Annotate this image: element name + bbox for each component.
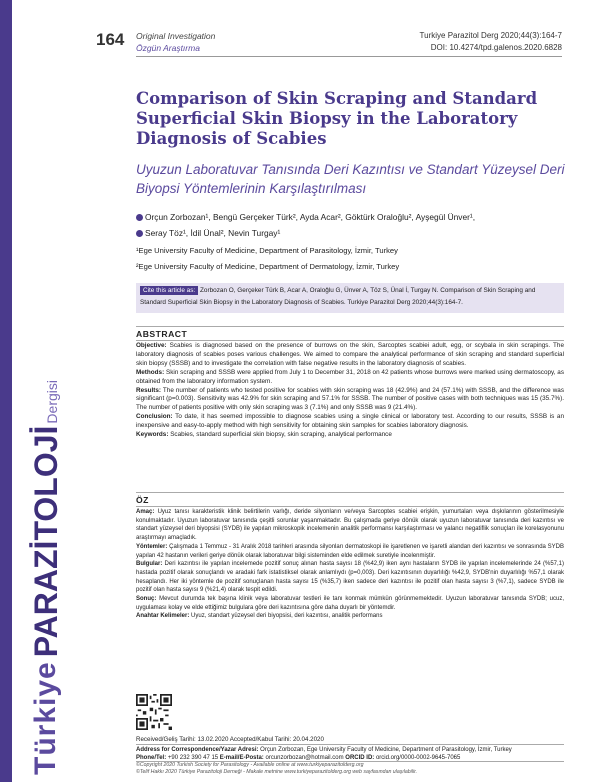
abstract-results: Results: The number of patients who tested positive for scabies with skin scraping was 18 (42.9%) and 24 (57.1%) with SSSB, and the difference was significant (p=0.003). Sensitivity was 42.9% for skin scraping and 57.1% for SSSB. The number of positive cases with both techniques was 15 (35.7%). The number of patients positive with only skin scraping was 3 (7.1%) and only SSSB was 9 (21.4%).: [136, 386, 564, 412]
oz-anahtar: Anahtar Kelimeler: Uyuz, standart yüzeysel deri biyopsisi, deri kazıntısı, analitik performans: [136, 613, 383, 620]
abstract-body: [136, 342, 564, 440]
oz-heading-rule: [136, 506, 564, 507]
orcid-icon[interactable]: [136, 214, 143, 221]
address-line: Address for Correspondence/Yazar Adresi: Orçun Zorbozan, Ege University Faculty of Medicine, Department of Parasitology, İzmir, Turkey: [136, 747, 512, 753]
article-title-en: Comparison of Skin Scraping and Standard Superficial Skin Biopsy in the Laboratory Diagnosis of Scabies: [136, 89, 538, 148]
oz-bulgular: Bulgular: Deri kazıntısı ile yapılan incelemede pozitif sonuç alınan hasta sayısı 18 (%42,9) iken aynı hastaların SYDB ile yapılan incelemelerinde 24 (%57,1) hastada pozitif olarak sonuçlandı ve aradaki fark istatistiksel olarak anlamlıydı (p=0,003). Deri kazıntısının duyarlılığı %42,9, SYDB'nin duyarlılığı %57,1 olarak hesaplandı. Her iki yöntemle de pozitif sonuçlanan hasta sayısı 15 (%35,7) iken sadece deri kazıntısı ile pozitif olan hasta sayısı 3 (%7,1), sadece SYDB ile pozitif olan hasta sayısı 9 (%21,4) olarak tespit edildi.: [136, 561, 564, 594]
contact-line: Phone/Tel: +90 232 390 47 15 E-mail/E-Posta: orcunzorbozan@hotmail.com ORCID ID: orcid.org/0000-0002-9645-7065: [136, 755, 461, 761]
authors-text-2: Seray Töz¹, İdil Ünal², Nevin Turgay¹: [145, 228, 281, 238]
author-line-1: [136, 209, 566, 225]
affiliation-1: ¹Ege University Faculty of Medicine, Department of Parasitology, İzmir, Turkey: [136, 246, 398, 255]
oz-sonuc: Sonuç: Mevcut durumda tek başına klinik veya laboratuvar testleri ile tanı konmak mümkün görünmemektedir. Uyuzun laboratuvar tanısında SYDB; ucuz, uygulaması kolay ve elde ettiğimiz bulgulara göre deri kazıntısına göre daha duyarlı bir yöntemdir.: [136, 596, 564, 611]
article-type: [136, 30, 215, 54]
cite-label: Cite this article as:: [140, 286, 198, 295]
abstract-keywords: Keywords: Scabies, standard superficial skin biopsy, skin scraping, analytical performance: [136, 431, 392, 439]
oz-heading: ÖZ: [136, 495, 149, 505]
doi-link[interactable]: DOI: 10.4274/tpd.galenos.2020.6828: [430, 43, 562, 52]
article-title-tr: Uyuzun Laboratuvar Tanısında Deri Kazıntısı ve Standart Yüzeysel Deri Biyopsi Yöntemlerinin Karşılaştırılması: [136, 162, 565, 196]
spine-word-turkiye: Türkiye: [29, 661, 62, 775]
oz-body: [136, 508, 564, 621]
copyright-en: ©Copyright 2020 Turkish Society for Parasitology - Available online at www.turkiyeparazitolderg.org: [136, 762, 364, 768]
oz-top-rule: [136, 492, 564, 493]
author-line-2: [136, 225, 566, 241]
received-accepted-dates: Received/Geliş Tarihi: 13.02.2020 Accepted/Kabul Tarihi: 20.04.2020: [136, 736, 324, 743]
abstract-methods: Methods: Skin scraping and SSSB were applied from July 1 to December 31, 2018 on 42 patients whose burrows were marked using dermatoscopy, as obtained from the laboratory information system.: [136, 368, 564, 385]
cite-box: [136, 283, 564, 313]
journal-citation: Turkiye Parazitol Derg 2020;44(3):164-7: [419, 31, 562, 40]
abstract-heading-rule: [136, 340, 564, 341]
abstract-heading: ABSTRACT: [136, 329, 188, 339]
author-list: [136, 209, 566, 241]
qr-code: [136, 694, 172, 730]
oz-amac: Amaç: Uyuz tanısı karakteristik klinik belirtilerin varlığı, deride silyonların ve/veya Sarcoptes scabiei erişkin, yumurtaları veya dışkılarının gösterilmesiyle konulmaktadır. Uyuzun laboratuvar tanısında çeşitli sorunlar yaşanmaktadır. Bu çalışmada geriye dönük olarak uyuzun laboratuvar tanısında deri kazıntısı ve standart yüzeysel deri biyopsisi (SYDB) ile yapılan mikroskopik incelemenin analitik performansı karşılaştırması ve yalancı negatiflik sonuçları ile korelasyonunu araştırmayı amaçladık.: [136, 509, 564, 542]
spine-word-dergisi: Dergisi: [44, 379, 60, 424]
cite-text: Zorbozan O, Gerçeker Türk B, Acar A, Oraloğlu G, Ünver A, Töz S, Ünal İ, Turgay N. Comparison of Skin Scraping and Standard Superficial Skin Biopsy in the Laboratory Diagnosis of Scabies. Turkiye Parazitol Derg 2020;44(3):164-7.: [140, 287, 536, 306]
copyright-notice: [136, 762, 564, 776]
abstract-top-rule: [136, 326, 564, 327]
correspondence-address: [136, 746, 564, 762]
journal-logo: [14, 379, 78, 775]
journal-spine: [0, 0, 78, 782]
address-rule: [136, 744, 564, 745]
email-link[interactable]: orcunzorbozan@hotmail.com: [263, 755, 346, 761]
affiliation-2: ²Ege University Faculty of Medicine, Department of Dermatology, İzmir, Turkey: [136, 262, 400, 271]
abstract-conclusion: Conclusion: To date, it has seemed impossible to diagnose scabies using a single clinical or laboratory test. According to our results, SSSB is an inexpensive and easy-to-apply method with high sensitivity for obtaining skin samples for scabies laboratory diagnosis.: [136, 413, 564, 430]
orcid-icon[interactable]: [136, 230, 143, 237]
journal-reference: [420, 30, 562, 54]
article-type-en: Original Investigation: [136, 31, 216, 41]
header-divider: [136, 56, 562, 57]
authors-text-1: Orçun Zorbozan¹, Bengü Gerçeker Türk², Ayda Acar², Göktürk Oraloğlu², Ayşegül Ünver¹,: [145, 212, 476, 222]
oz-yontemler: Yöntemler: Çalışmada 1 Temmuz - 31 Aralık 2018 tarihleri arasında silyonları dermatoskopi ile işaretlenen ve işaretli alandan deri kazıntısı ve sonrasında SYDB yapılan 42 hastanın verileri geriye dönük olarak laboratuvar bilgi sisteminden elde edilmek suretiyle incelenmiştir.: [136, 543, 564, 559]
spine-word-parazitoloji: PARAZİTOLOJİ: [27, 425, 64, 658]
article-type-tr: Özgün Araştırma: [136, 43, 200, 53]
abstract-objective: Objective: Scabies is diagnosed based on the presence of burrows on the skin, Sarcoptes scabiei adult, egg, or scybala in skin scrapings. The laboratory diagnosis of scabies poses various challenges. We aimed to compare the analytical performance of skin scraping and standard superficial skin biopsy (SSSB) and to investigate the correlation with false negative results in the laboratory diagnosis of scabies.: [136, 342, 564, 367]
spine-color-bar: [0, 0, 12, 782]
orcid-link[interactable]: orcid.org/0000-0002-9645-7065: [374, 755, 461, 761]
copyright-tr: ©Telif Hakkı 2020 Türkiye Parazitoloji Derneği - Makale metnine www.turkiyeparazitolderg.org web sayfasından ulaşılabilir.: [136, 769, 418, 775]
page-number: 164: [96, 30, 125, 49]
